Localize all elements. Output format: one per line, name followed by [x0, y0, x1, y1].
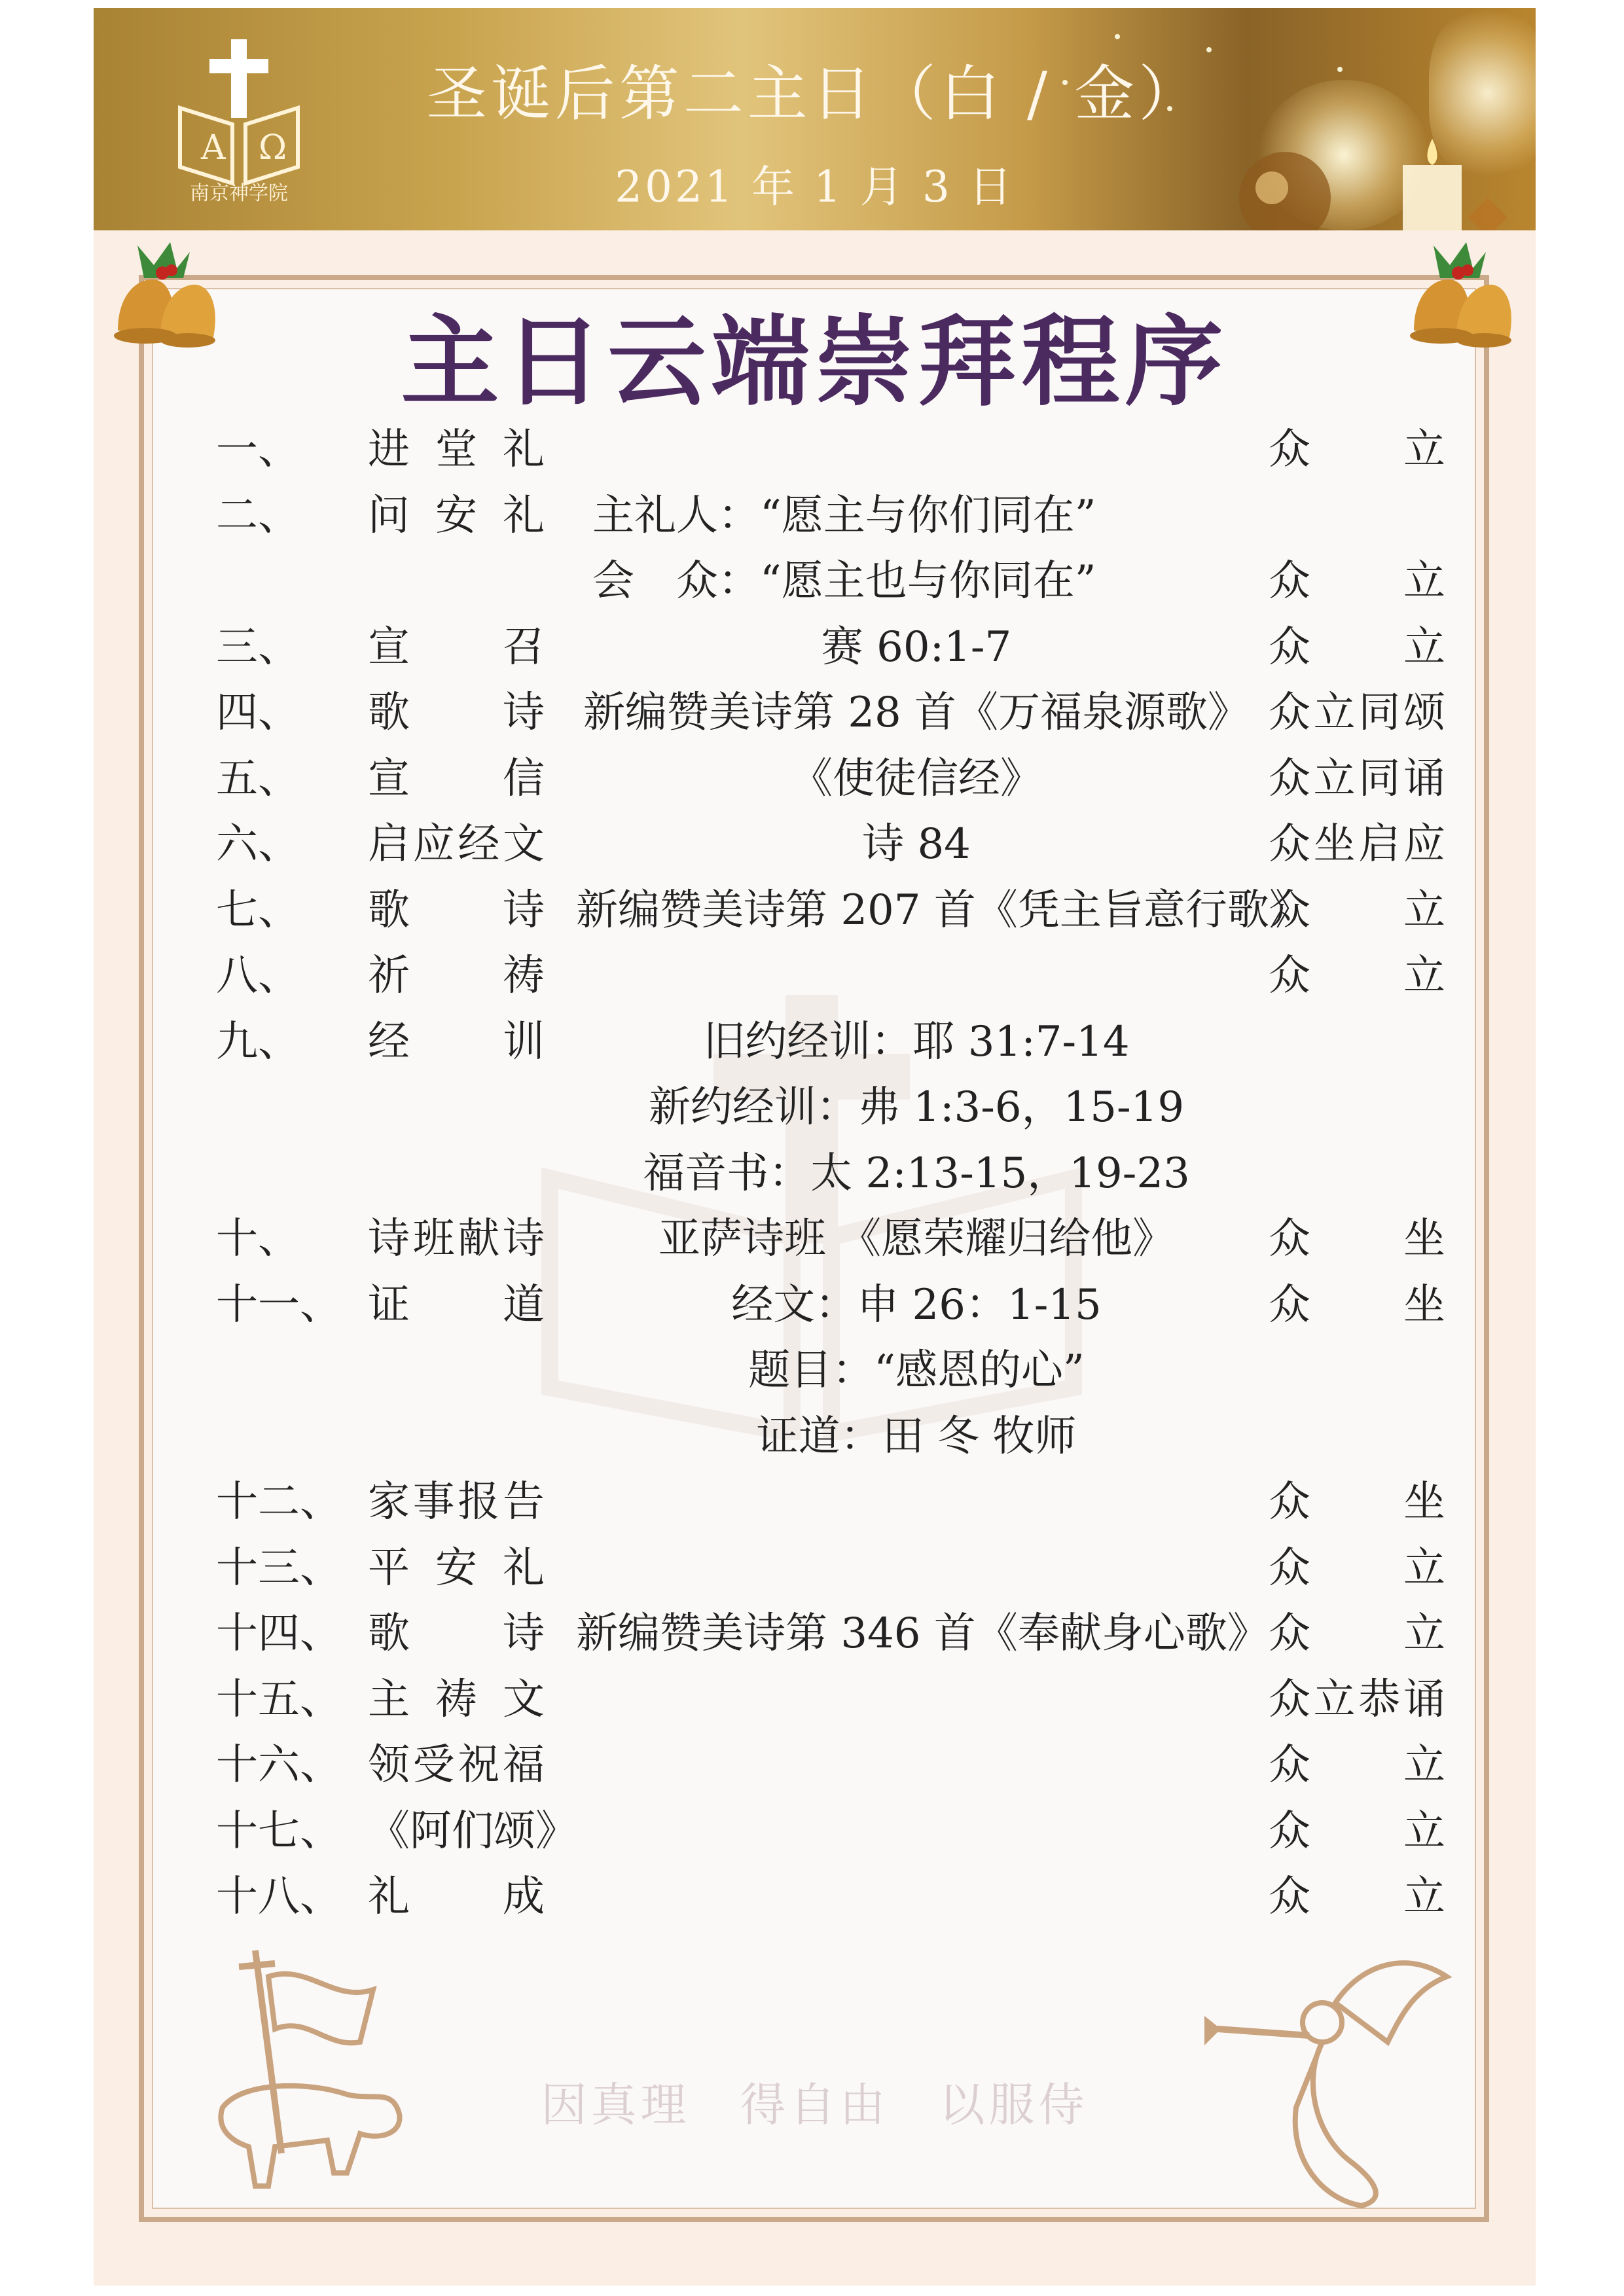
logo-letter-alpha: A: [201, 128, 226, 168]
program-item-posture: 众 坐: [1269, 1215, 1445, 1263]
program-item-detail: 经文：申 26：1-15: [731, 1280, 1102, 1329]
program-item-posture: 众 立: [1269, 622, 1445, 672]
program-item-number: 八、: [216, 952, 300, 1000]
program-item-name: 《阿们颂》: [368, 1806, 577, 1856]
program-item-posture: 众 立: [1269, 425, 1445, 474]
program-item-name: 进 堂 礼: [368, 425, 545, 474]
program-row: [0, 1205, 1624, 1270]
program-row: [0, 1797, 1624, 1863]
program-row: [0, 1731, 1624, 1797]
program-item-detail: 赛 60:1-7: [821, 622, 1012, 672]
program-item-number: 四、: [216, 689, 300, 737]
program-row: [0, 482, 1624, 547]
program-item-name: 祈 祷: [368, 952, 545, 1000]
program-item-number: 二、: [216, 491, 300, 540]
program-item-number: 十、: [216, 1215, 300, 1263]
program-item-posture: 众立同诵: [1269, 754, 1445, 803]
program-row: [0, 810, 1624, 876]
program-row: [0, 1073, 1624, 1139]
program-item-detail: 主礼人：“愿主与你们同在”: [592, 491, 1096, 540]
logo-caption: 南京神学院: [190, 182, 288, 205]
program-item-detail: 会 众：“愿主也与你同在”: [592, 557, 1096, 605]
program-item-detail: 旧约经训：耶 31:7-14: [703, 1017, 1130, 1066]
program-item-name: 经 训: [368, 1017, 545, 1066]
program-item-detail: 新编赞美诗第 346 首《奉献身心歌》: [576, 1609, 1269, 1658]
program-item-number: 十四、: [216, 1609, 342, 1658]
program-row: [0, 1666, 1624, 1731]
program-row: [0, 1600, 1624, 1665]
program-item-name: 平 安 礼: [368, 1543, 545, 1592]
program-item-detail: 亚萨诗班 《愿荣耀归给他》: [658, 1215, 1175, 1263]
program-row: [0, 1534, 1624, 1600]
program-item-number: 一、: [216, 425, 300, 474]
program-item-posture: 众 立: [1269, 1806, 1445, 1856]
program-item-name: 宣 信: [368, 754, 545, 803]
program-item-name: 歌 诗: [368, 689, 545, 737]
program-item-number: 十一、: [216, 1280, 342, 1329]
program-item-posture: 众坐启应: [1269, 820, 1445, 869]
program-item-number: 十七、: [216, 1806, 342, 1856]
program-item-detail: 新编赞美诗第 28 首《万福泉源歌》: [583, 689, 1250, 737]
program-row: [0, 1403, 1624, 1468]
footer-motto: 因真理 得自由 以服侍: [541, 2078, 1089, 2132]
program-item-number: 十五、: [216, 1675, 342, 1724]
program-item-name: 证 道: [368, 1280, 545, 1329]
program-row: [0, 416, 1624, 481]
program-item-posture: 众 坐: [1269, 1478, 1445, 1526]
program-item-name: 问 安 礼: [368, 491, 545, 540]
program-item-posture: 众 立: [1269, 1873, 1445, 1921]
program-item-number: 五、: [216, 754, 300, 803]
program-item-detail: 证道：田 冬 牧师: [756, 1412, 1077, 1461]
program-row: [0, 942, 1624, 1007]
program-item-posture: 众 立: [1269, 1741, 1445, 1789]
program-row: [0, 1468, 1624, 1534]
program-item-posture: 众 立: [1269, 952, 1445, 1000]
logo-letter-omega: Ω: [259, 128, 287, 168]
program-item-posture: 众立同颂: [1269, 689, 1445, 737]
program-item-number: 十六、: [216, 1741, 342, 1789]
program-item-name: 歌 诗: [368, 886, 545, 935]
program-row: [0, 745, 1624, 810]
program-item-posture: 众立恭诵: [1269, 1675, 1445, 1724]
program-row: [0, 1139, 1624, 1205]
program-item-posture: 众 立: [1269, 1609, 1445, 1658]
program-item-detail: 福音书：太 2:13-15，19-23: [643, 1149, 1190, 1198]
program-item-detail: 题目：“感恩的心”: [748, 1346, 1085, 1395]
program-item-name: 宣 召: [368, 622, 545, 672]
program-item-name: 主 祷 文: [368, 1675, 545, 1724]
program-item-name: 诗班献诗: [368, 1215, 545, 1263]
service-date: 2021 年 1 月 3 日: [615, 162, 1015, 212]
program-title: 主日云端崇拜程序: [401, 306, 1229, 420]
program-item-name: 歌 诗: [368, 1609, 545, 1658]
program-row: [0, 1271, 1624, 1336]
program-row: [0, 547, 1624, 613]
program-item-posture: 众 立: [1269, 886, 1445, 935]
program-item-name: 启应经文: [368, 820, 545, 869]
program-row: [0, 1336, 1624, 1402]
program-row: [0, 679, 1624, 744]
program-item-posture: 众 立: [1269, 1543, 1445, 1592]
program-row: [0, 1863, 1624, 1928]
program-row: [0, 613, 1624, 679]
program-item-number: 九、: [216, 1017, 300, 1066]
program-item-detail: 新编赞美诗第 207 首《凭主旨意行歌》: [576, 886, 1311, 935]
program-item-number: 六、: [216, 820, 300, 869]
program-item-posture: 众 坐: [1269, 1280, 1445, 1329]
program-item-number: 十八、: [216, 1873, 342, 1921]
program-row: [0, 1008, 1624, 1073]
program-item-number: 十三、: [216, 1543, 342, 1592]
program-item-detail: 诗 84: [862, 820, 971, 869]
program-item-number: 七、: [216, 886, 300, 935]
program-item-number: 十二、: [216, 1478, 342, 1526]
program-item-detail: 《使徒信经》: [791, 754, 1042, 803]
program-item-name: 领受祝福: [368, 1741, 545, 1789]
program-item-number: 三、: [216, 622, 300, 672]
program-item-name: 礼 成: [368, 1873, 545, 1921]
program-row: [0, 876, 1624, 942]
program-item-detail: 新约经训：弗 1:3-6，15-19: [648, 1083, 1185, 1132]
program-item-name: 家事报告: [368, 1478, 545, 1526]
service-title: 圣诞后第二主日（白 / 金）: [426, 59, 1203, 129]
program-item-posture: 众 立: [1269, 557, 1445, 605]
